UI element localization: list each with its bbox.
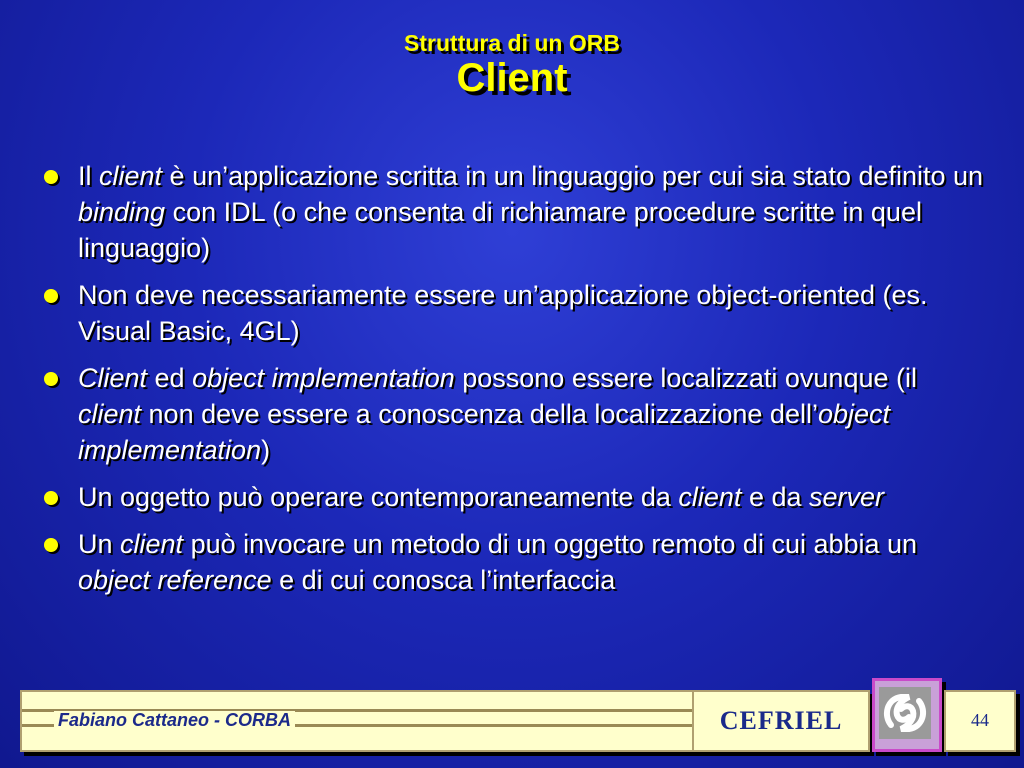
cefriel-logo-icon [872,678,942,752]
footer-logo-text: CEFRIEL [719,706,843,735]
bullet-italic-text: client [99,161,163,191]
bullet-dot-icon [44,170,58,184]
title-block [0,30,1024,100]
bullet-italic-text: Client [78,363,148,393]
bullet-dot-icon [44,538,58,552]
bullet-item [44,158,984,266]
bullet-text: Un [78,529,121,559]
bullet-text: è un’applicazione scritta in un linguaggio per cui sia stato definito un [162,161,984,191]
bullet-text: Il [78,161,100,191]
bullet-text: Un oggetto può operare contemporaneamente da [78,482,679,512]
bullet-text: ) [261,435,271,465]
footer-page-box [944,690,1016,752]
bullet-text: con IDL (o che consenta di richiamare procedure scritte in quel linguaggio) [78,197,922,263]
bullet-italic-text: object implementation [78,399,891,465]
bullet-item [44,277,984,349]
page-number: 44 [971,710,989,730]
bullet-item [44,526,984,598]
bullet-text: Non deve necessariamente essere un’applicazione object-oriented (es. Visual Basic, 4GL) [78,280,928,346]
bullet-dot-icon [44,372,58,386]
slide-title: Client [456,56,568,100]
bullet-italic-text: object reference [78,565,272,595]
slide-subtitle: Struttura di un ORB [404,30,620,56]
bullet-dot-icon [44,491,58,505]
bullet-item [44,360,984,468]
bullet-italic-text: binding [78,197,166,227]
bullet-item [44,479,984,515]
footer-logo-box [692,690,870,752]
bullet-text: può invocare un metodo di un oggetto remoto di cui abbia un [183,529,918,559]
bullet-text: e di cui conosca l’interfaccia [271,565,616,595]
bullet-italic-text: client [78,399,142,429]
logo-swirl-icon [879,687,931,739]
bullet-text: possono essere localizzati ovunque (il [454,363,917,393]
bullet-italic-text: client [120,529,184,559]
bullet-italic-text: server [809,482,885,512]
bullet-text: non deve essere a conoscenza della localizzazione dell’ [141,399,818,429]
bullet-dot-icon [44,289,58,303]
footer-author: Fabiano Cattaneo - CORBA [54,711,295,729]
bullet-text: e da [741,482,810,512]
bullet-text: ed [147,363,193,393]
bullet-italic-text: object implementation [192,363,455,393]
bullet-list [44,158,984,609]
bullet-italic-text: client [678,482,742,512]
footer-author-box [20,690,696,752]
